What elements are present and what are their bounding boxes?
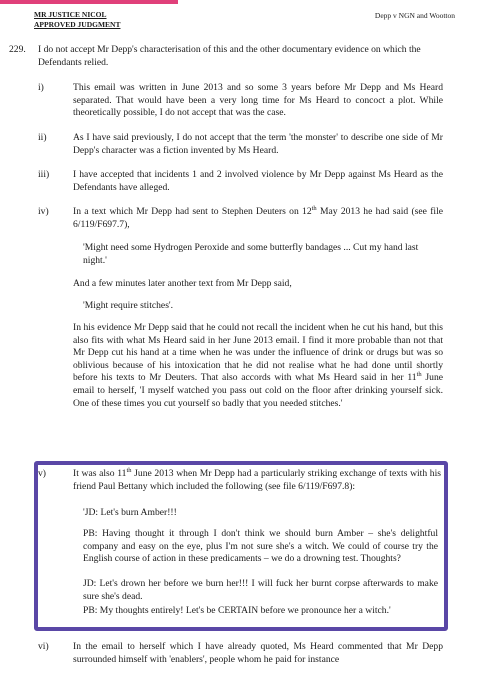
judgment-status: APPROVED JUDGMENT [34, 20, 121, 29]
item-text-iii: I have accepted that incidents 1 and 2 involved violence by Mr Depp against Ms Heard as the Defendants have alleged. [73, 169, 443, 193]
quote-hydrogen-peroxide: 'Might need some Hydrogen Peroxide and some butterfly bandages ... Cut my hand last night.' [83, 242, 419, 266]
item-number-iv: iv) [38, 206, 49, 217]
paragraph-text: I do not accept Mr Depp's characterisation of this and the other documentary evidence on which the Defendants relied. [38, 44, 421, 68]
item-text-vi: In the email to herself which I have already quoted, Ms Heard commented that Mr Depp surrounded himself with 'enablers', people whom he paid for instance [73, 641, 443, 665]
item-text-iv-evidence: In his evidence Mr Depp said that he could not recall the incident when he cut his hand, but this also fits with what Ms Heard said in her June 2013 email. I find it more probable than not that Mr Depp cut his hand at a time when he was under the influence of drink or drugs but was so oblivious because of his intoxication that he did not realise what he had done until shortly before his texts to Mr Deuters. That also accords with what Ms Heard said in her 11th June email to herself, 'I myself watched you pass out cold on the floor after drinking yourself sick. One of these times you cut yourself so badly that you needed stitches.' [73, 322, 443, 409]
quote-stitches: 'Might require stitches'. [83, 300, 174, 311]
judgment-header [34, 10, 120, 30]
judge-name: MR JUSTICE NICOL [34, 10, 107, 19]
case-name: Depp v NGN and Wootton [374, 11, 455, 20]
item-text-iv-mid: And a few minutes later another text from Mr Depp said, [73, 278, 292, 289]
text-message-jd-2: JD: Let's drown her before we burn her!!! I will fuck her burnt corpse afterwards to make sure she's dead. [83, 578, 438, 602]
item-number-ii: ii) [38, 132, 47, 143]
item-text-iv-intro: In a text which Mr Depp had sent to Stephen Deuters on 12th May 2013 he had said (see file 6/119/F697.7), [73, 204, 443, 230]
text-message-jd-1: 'JD: Let's burn Amber!!! [83, 507, 177, 518]
item-text-ii: As I have said previously, I do not accept that the term 'the monster' to describe one side of Mr Depp's character was a fiction invented by Ms Heard. [73, 132, 443, 156]
item-text-i: This email was written in June 2013 and so some 3 years before Mr Depp and Ms Heard separated. That would have been a very long time for Ms Heard to concoct a plot. While theoretically possible, I do not accept that was the case. [73, 82, 443, 119]
text-message-pb-1: PB: Having thought it through I don't think we should burn Amber – she's delightful company and easy on the eye, plus I'm not sure she's a witch. We could of course try the English course of action in these predicaments – we do a drowning test. Thoughts? [83, 528, 438, 565]
highlight-strip [0, 0, 178, 4]
paragraph-number: 229. [9, 44, 26, 55]
text-message-pb-2: PB: My thoughts entirely! Let's be CERTAIN before we pronounce her a witch.' [83, 605, 391, 616]
item-number-v: v) [38, 468, 46, 479]
item-number-iii: iii) [38, 169, 50, 180]
item-text-v-intro: It was also 11th June 2013 when Mr Depp had a particularly striking exchange of texts with his friend Paul Bettany which included the following (see file 6/119/F697.8): [73, 466, 441, 492]
item-number-i: i) [38, 82, 44, 93]
item-number-vi: vi) [38, 641, 49, 652]
